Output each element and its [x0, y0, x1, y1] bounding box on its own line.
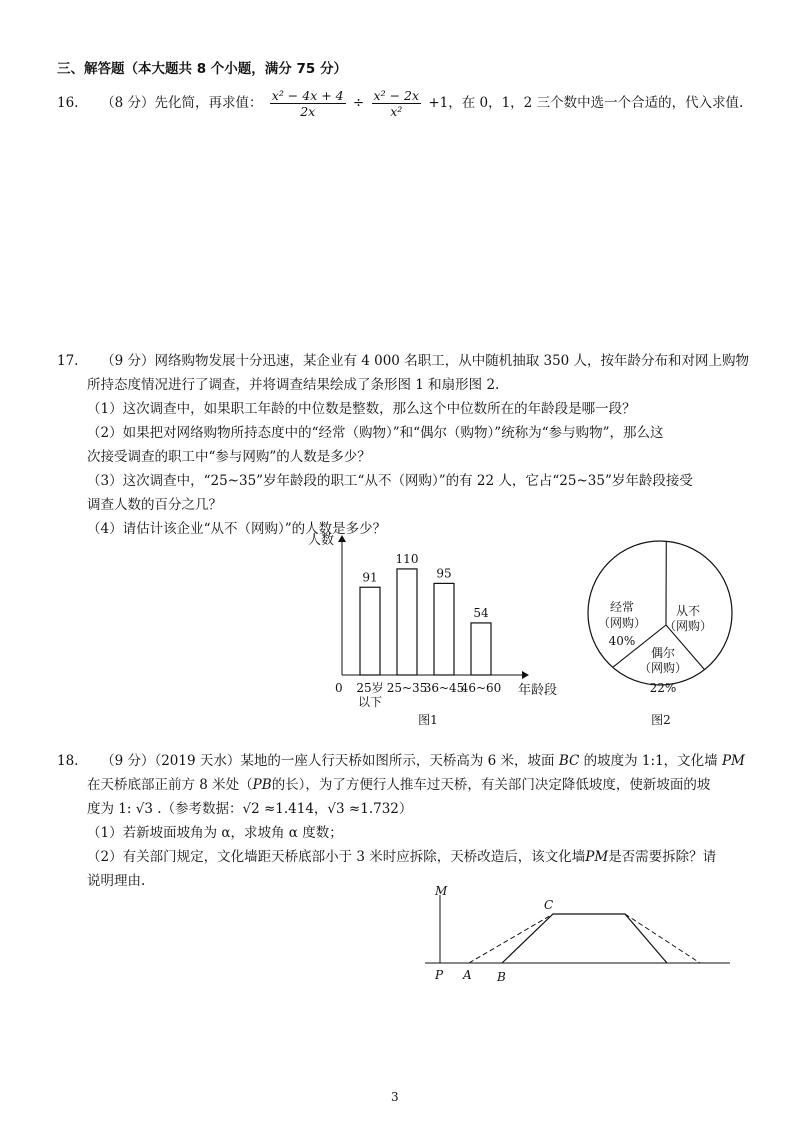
- q18-line-3: 度为 1: √3 .（参考数据：√2 ≈1.414，√3 ≈1.732）: [87, 801, 413, 817]
- q16-fraction-1: [270, 88, 346, 119]
- pie-label-ouer: 偶尔: [650, 646, 676, 660]
- x-tick-label: 25岁: [356, 681, 384, 695]
- pie-label-jingchang: 经常: [609, 600, 635, 614]
- bridge-figure: [420, 885, 740, 985]
- q18-pm-2: PM: [585, 849, 609, 865]
- bar: [434, 583, 454, 675]
- bar-chart: [300, 528, 580, 738]
- pie-sub-jingchang: （网购）: [597, 616, 647, 630]
- q16-frac1-denominator: 2x: [300, 104, 316, 119]
- new-slope-right: [625, 914, 700, 963]
- q18-bc: BC: [558, 753, 580, 769]
- bar-chart-caption: 图1: [418, 713, 438, 727]
- page-number: 3: [391, 1090, 399, 1104]
- q17-sub-4: （4）请估计该企业“从不（网购）”的人数是多少？: [87, 521, 387, 537]
- q17-number: 17.: [57, 353, 79, 369]
- q18-text-2b: 的长），为了方便行人推车过天桥，有关部门决定降低坡度，使新坡面的坡: [271, 777, 711, 793]
- label-p: P: [435, 968, 444, 982]
- pie-chart-caption: 图2: [651, 713, 671, 727]
- q16-divide-op: ÷: [352, 95, 365, 111]
- label-a: A: [463, 968, 472, 982]
- q16-frac2-numerator: x² − 2x: [373, 88, 420, 103]
- q18-sub-2b: 说明理由.: [87, 873, 146, 889]
- pie-value-jingchang: 40%: [608, 634, 636, 648]
- q16-fraction-2: [372, 88, 421, 119]
- bar-value-label: 110: [395, 551, 419, 566]
- new-slope-left: [469, 914, 553, 963]
- bar-value-label: 54: [473, 605, 489, 620]
- q17-text-1: （9 分）网络购物发展十分迅速，某企业有 4 000 名职工，从中随机抽取 350 人，按年龄分布和对网上购物: [101, 353, 750, 369]
- q17-sub-2a: （2）如果把对网络购物所持态度中的“经常（购物）”和“偶尔（购物）”统称为“参与购物”，那么这: [87, 425, 664, 441]
- q18-text-1a: （9 分）（2019 天水）某地的一座人行天桥如图所示，天桥高为 6 米，坡面: [101, 753, 555, 769]
- question-17-line-1: [57, 352, 749, 370]
- q18-sub-2a: [87, 848, 716, 866]
- q16-tail: +1，在 0，1，2 三个数中选一个合适的，代入求值.: [428, 95, 744, 111]
- bar: [360, 587, 380, 675]
- origin-label: 0: [335, 681, 343, 695]
- q17-sub-3b: 调查人数的百分之几？: [87, 497, 222, 513]
- x-tick-label: 36~45: [423, 681, 465, 695]
- x-axis-label: 年龄段: [518, 683, 558, 698]
- bridge-outline: [502, 914, 667, 963]
- bar-value-label: 91: [362, 570, 378, 585]
- q18-text-2a: 在天桥底部正前方 8 米处（: [87, 777, 253, 793]
- pie-value-ouer: 22%: [649, 681, 677, 695]
- q17-sub-1: （1）这次调查中，如果职工年龄的中位数是整数，那么这个中位数所在的年龄段是哪一段？: [87, 401, 636, 417]
- q16-frac1-numerator: x² − 4x + 4: [271, 88, 344, 103]
- y-axis-label: 人数: [308, 533, 335, 548]
- question-16: [57, 86, 743, 120]
- q16-number: 16.: [57, 95, 79, 111]
- bar: [397, 569, 417, 675]
- q18-sub-2a-text: （2）有关部门规定，文化墙距天桥底部小于 3 米时应拆除，天桥改造后，该文化墙: [87, 849, 586, 865]
- q18-line-2: [87, 776, 710, 794]
- pie-chart: [570, 535, 750, 735]
- pie-sub-ouer: （网购）: [638, 661, 688, 675]
- q18-pm: PM: [721, 753, 745, 769]
- section-header: 三、解答题（本大题共 8 个小题，满分 75 分）: [57, 61, 347, 77]
- x-tick-label: 46~60: [460, 681, 502, 695]
- label-b: B: [497, 970, 506, 984]
- x-tick-label: 25~35: [386, 681, 428, 695]
- q18-sub-1: （1）若新坡面坡角为 α，求坡角 α 度数；: [87, 825, 343, 841]
- q18-number: 18.: [57, 753, 79, 769]
- q18-text-1b: 的坡度为 1:1，文化墙: [583, 753, 718, 769]
- q16-score: （8 分）先化简，再求值：: [101, 95, 263, 111]
- question-18-line-1: [57, 752, 745, 770]
- pie-label-congbu: 从不: [675, 604, 701, 618]
- q16-frac2-denominator: x²: [390, 104, 403, 119]
- label-c: C: [544, 898, 554, 912]
- bar: [471, 623, 491, 675]
- q18-sub-2a-tail: 是否需要拆除？请: [608, 849, 717, 865]
- x-tick-label: 以下: [357, 695, 383, 709]
- q18-pb: PB: [252, 777, 272, 793]
- bar-value-label: 95: [436, 566, 452, 581]
- q17-sub-3a: （3）这次调查中，“25~35”岁年龄段的职工“从不（网购）”的有 22 人，它占“25~35”岁年龄段接受: [87, 473, 693, 489]
- q17-sub-2b: 次接受调查的职工中“参与网购”的人数是多少？: [87, 449, 371, 465]
- q17-text-2: 所持态度情况进行了调查，并将调查结果绘成了条形图 1 和扇形图 2.: [87, 377, 500, 393]
- label-m: M: [435, 885, 448, 898]
- pie-sub-congbu: （网购）: [663, 619, 713, 633]
